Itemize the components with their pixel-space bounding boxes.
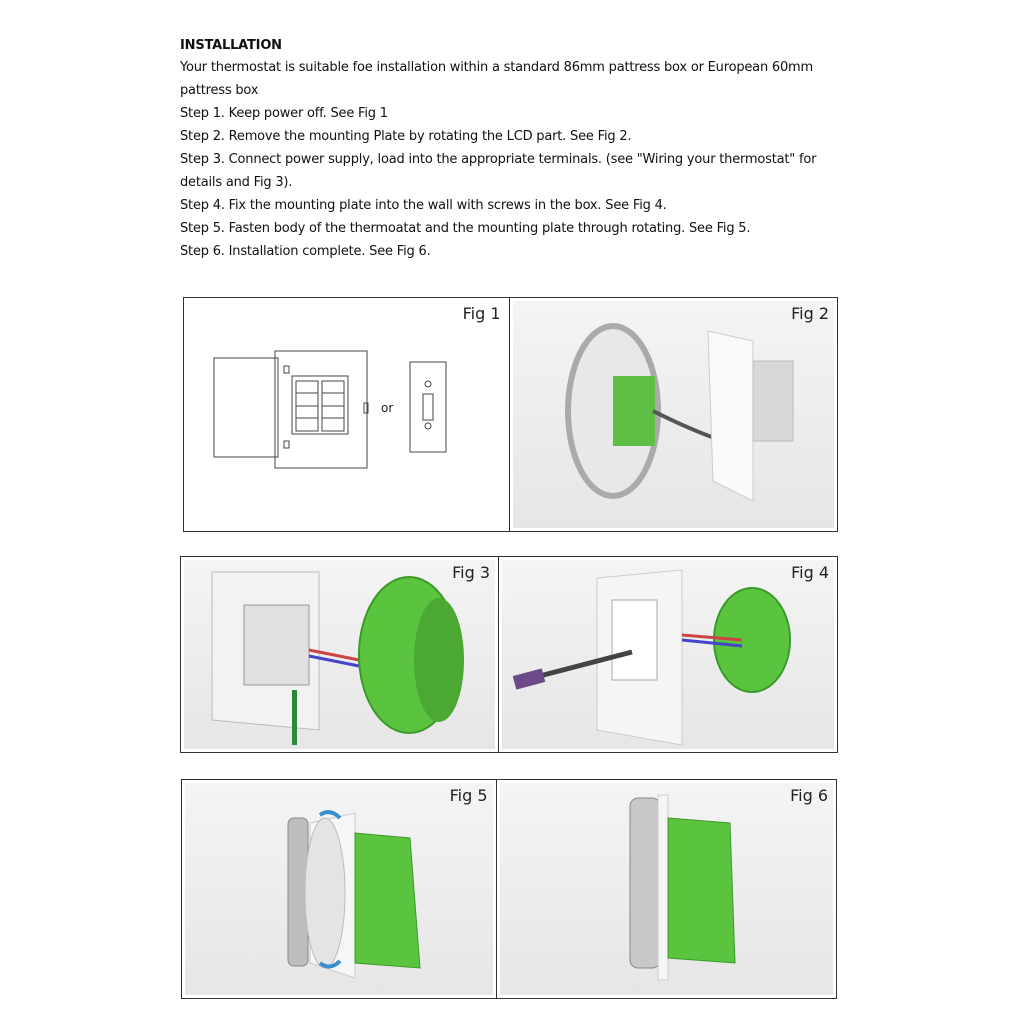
fig-1-panel [184,298,509,531]
fig-3-label: Fig 3 [452,563,490,582]
fig-6-label: Fig 6 [790,786,828,805]
step-2: Step 2. Remove the mounting Plate by rotating the LCD part. See Fig 2. [180,129,632,144]
step-6: Step 6. Installation complete. See Fig 6. [180,244,431,259]
figure-row-1 [183,297,838,532]
fig-2-photo [513,301,835,528]
fig-5-label: Fig 5 [449,786,488,805]
fig-5-panel [182,780,496,998]
step-1: Step 1. Keep power off. See Fig 1 [180,106,388,121]
or-label: or [381,401,394,415]
figure-row-2 [180,556,838,753]
fig-6-panel [496,780,836,998]
step-5: Step 5. Fasten body of the thermoatat and the mounting plate through rotating. See Fig 5. [180,221,751,236]
step-4: Step 4. Fix the mounting plate into the wall with screws in the box. See Fig 4. [180,198,667,213]
fig-3-panel [181,557,498,752]
fig-4-panel [498,557,837,752]
fig-6-photo [500,783,833,995]
fig-3-photo [184,560,495,749]
breaker-box-drawing [184,298,509,531]
fig-4-photo [502,560,834,749]
intro: Your thermostat is suitable foe installation within a standard 86mm pattress box or European 60mm pattress box [180,60,813,98]
fig-2-label: Fig 2 [791,304,829,323]
step-3: Step 3. Connect power supply, load into the appropriate terminals. (see "Wiring your thermostat" for details and Fig 3). [180,152,817,190]
fig-2-panel [509,298,838,531]
installation-text [180,36,840,263]
fig-1-label: Fig 1 [462,304,501,323]
heading: INSTALLATION [180,38,282,53]
fig-4-label: Fig 4 [791,563,829,582]
fig-5-photo [185,783,493,995]
figure-row-3 [181,779,837,999]
